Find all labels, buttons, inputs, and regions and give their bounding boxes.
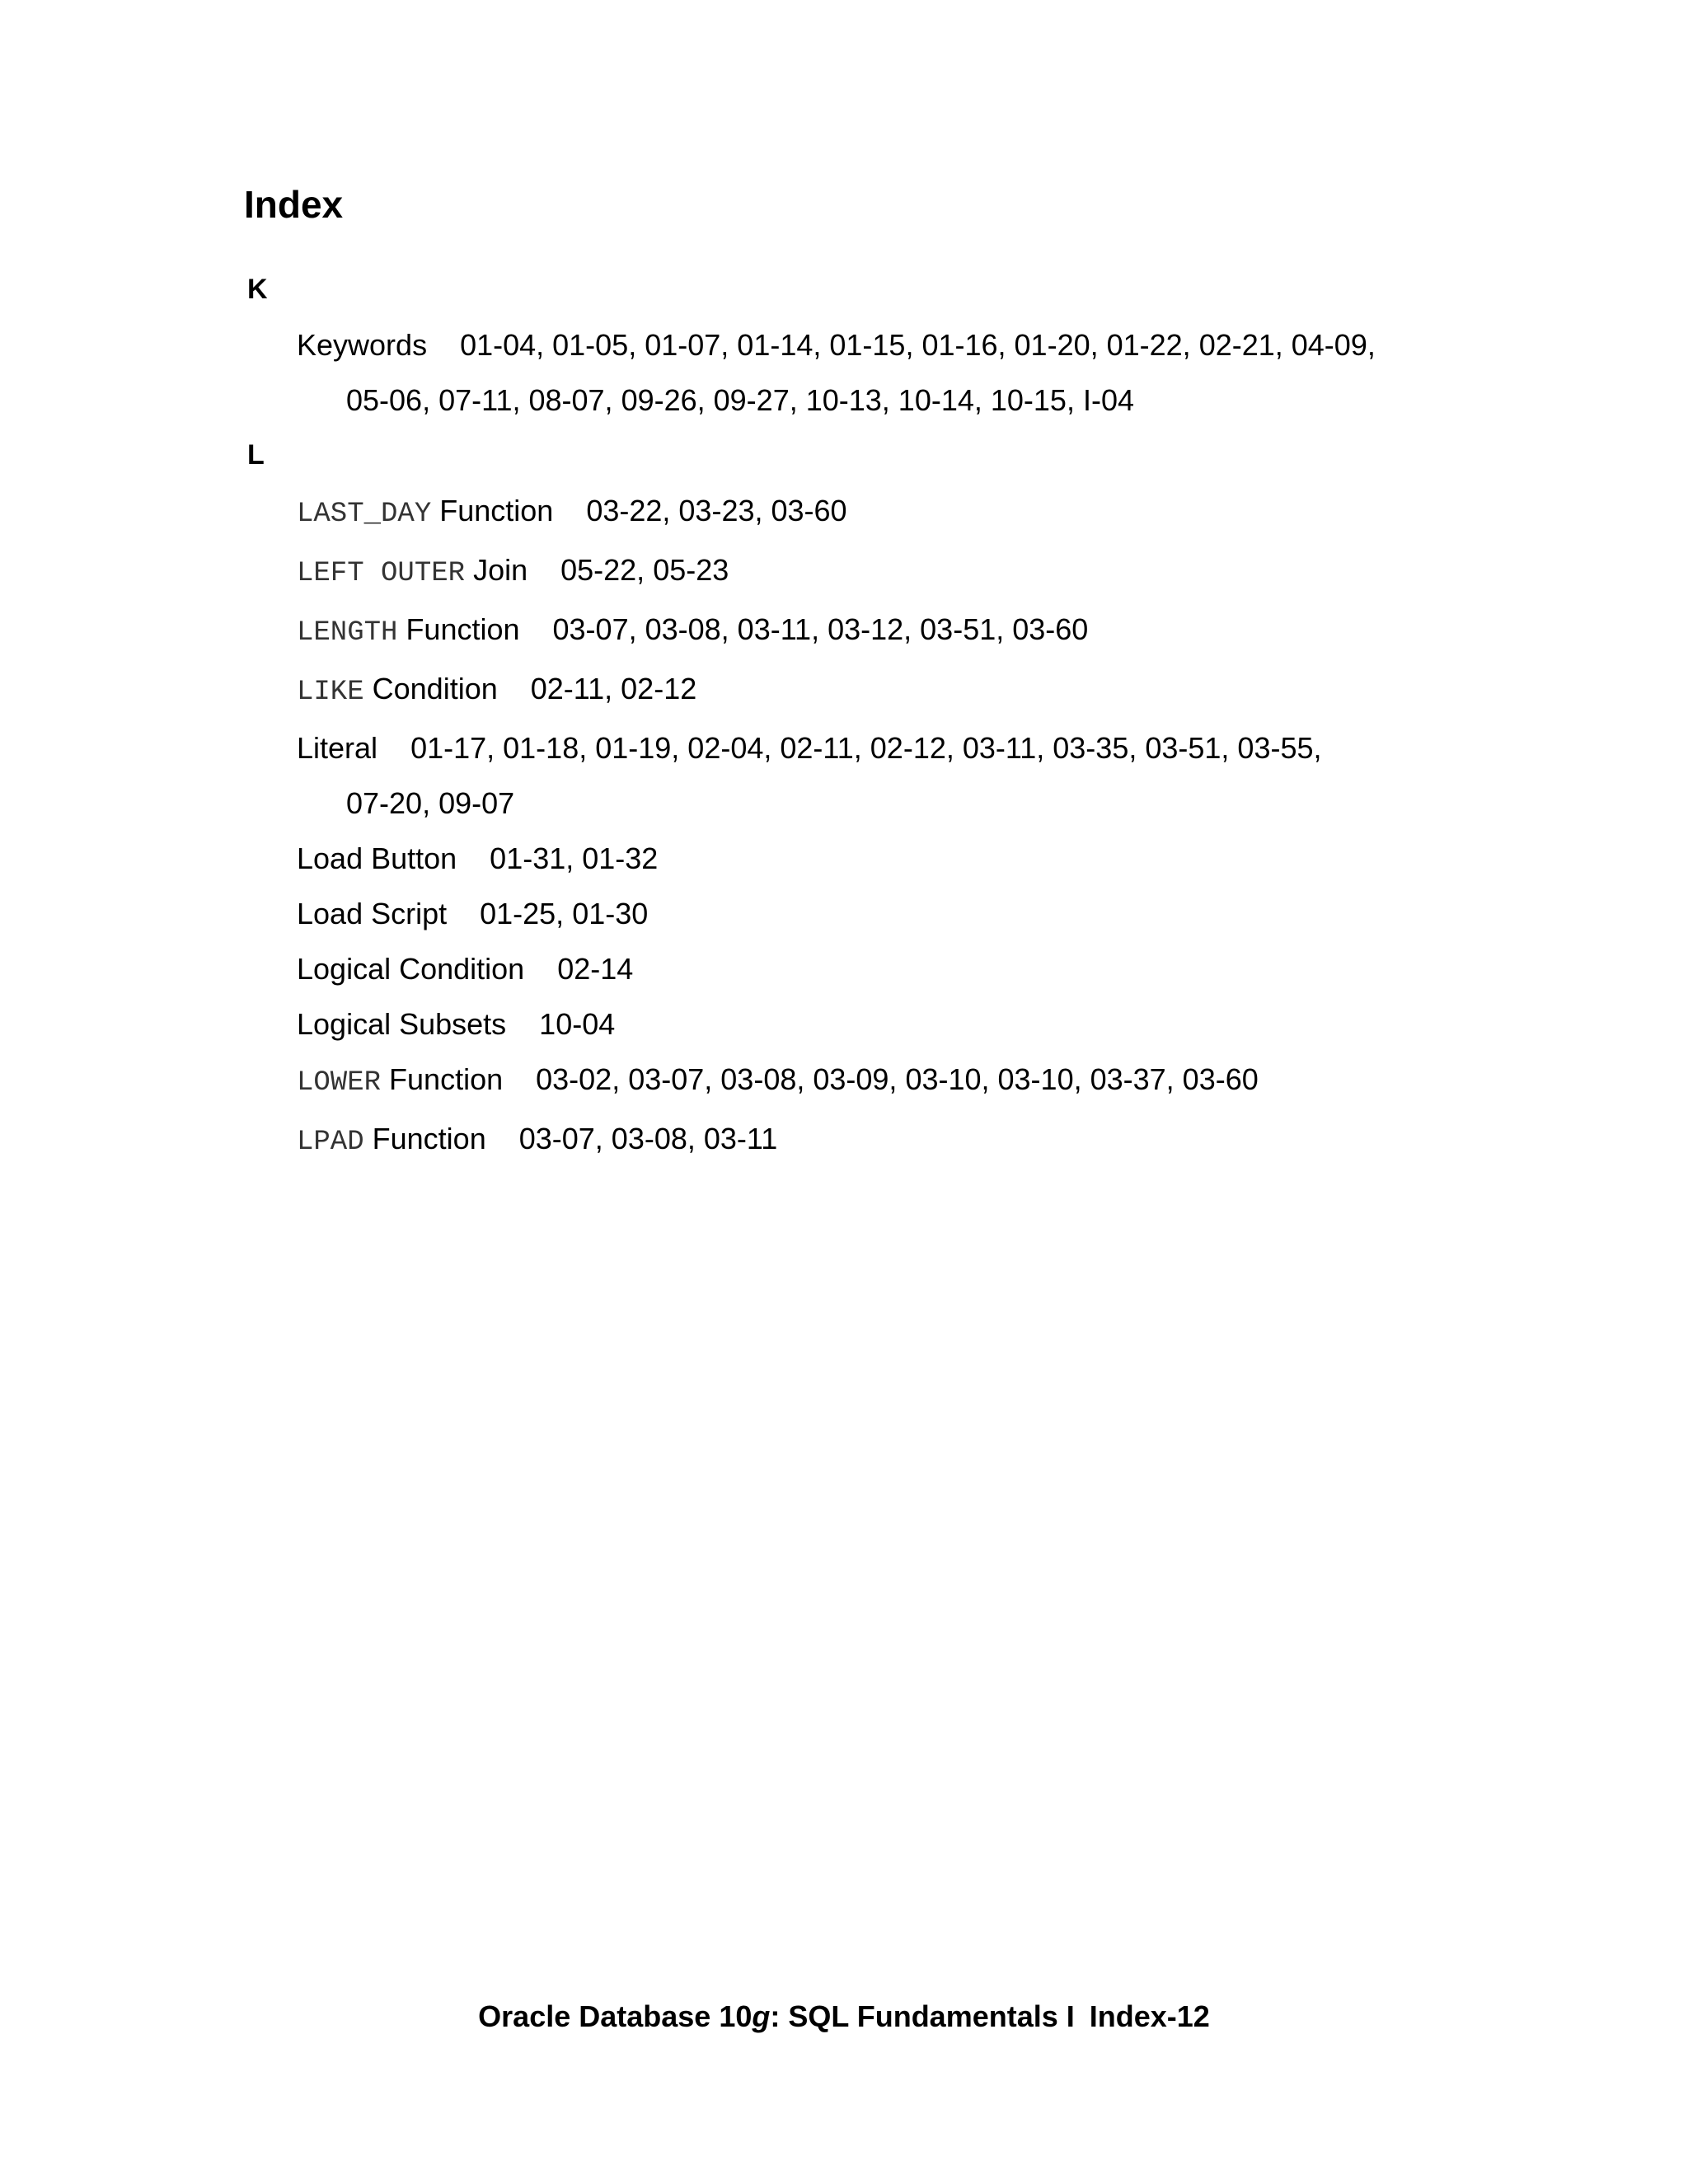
entry-sql-keyword: LOWER — [297, 1067, 382, 1099]
entry-pages: 03-07, 03-08, 03-11, 03-12, 03-51, 03-60 — [552, 612, 1089, 646]
entry-sql-keyword: LEFT OUTER — [297, 558, 466, 589]
entry-term: Function — [406, 612, 520, 646]
section-letter-k: K — [247, 274, 268, 305]
entry-pages: 03-22, 03-23, 03-60 — [586, 494, 847, 527]
entry-term: Keywords — [297, 328, 428, 362]
entry-sql-keyword: LPAD — [297, 1127, 364, 1158]
entry-pages: 01-17, 01-18, 01-19, 02-04, 02-11, 02-12, 03-11, 03-35, 03-51, 03-55, — [410, 731, 1322, 765]
page-footer — [0, 1999, 1688, 2034]
index-entry-keywords — [244, 317, 1447, 428]
entry-term: Function — [389, 1062, 504, 1096]
entry-pages: 02-14 — [557, 952, 634, 986]
entry-pages: 05-22, 05-23 — [560, 553, 729, 587]
entry-term: Logical Condition — [297, 952, 525, 986]
index-entry-lpad-function — [244, 1111, 1447, 1170]
entry-pages-continued: 05-06, 07-11, 08-07, 09-26, 09-27, 10-13, 10-14, 10-15, I-04 — [346, 383, 1134, 417]
entry-term: Function — [439, 494, 554, 527]
index-body — [244, 262, 1447, 1170]
footer-product-rest: : SQL Fundamentals I — [770, 1999, 1075, 2033]
index-entry-load-button — [244, 831, 1447, 886]
entry-pages: 03-07, 03-08, 03-11 — [518, 1122, 778, 1155]
entry-term: Join — [473, 553, 528, 587]
index-entry-literal — [244, 720, 1447, 831]
section-letter-l: L — [247, 439, 265, 471]
index-entry-left-outer-join — [244, 542, 1447, 602]
index-entry-logical-subsets — [244, 996, 1447, 1052]
index-entry-logical-condition — [244, 941, 1447, 996]
entry-pages: 01-25, 01-30 — [480, 897, 649, 930]
footer-page-label: Index-12 — [1089, 1999, 1210, 2033]
entry-pages: 02-11, 02-12 — [530, 672, 697, 705]
footer-product-prefix: Oracle Database 10 — [478, 1999, 753, 2033]
entry-pages-continued: 07-20, 09-07 — [346, 786, 515, 820]
footer-product-italic: g — [752, 1999, 771, 2033]
entry-pages: 03-02, 03-07, 03-08, 03-09, 03-10, 03-10, 03-37, 03-60 — [536, 1062, 1259, 1096]
entry-term: Load Button — [297, 841, 457, 875]
index-entry-like-condition — [244, 661, 1447, 720]
page-title: Index — [244, 182, 344, 226]
entry-pages: 01-04, 01-05, 01-07, 01-14, 01-15, 01-16, 01-20, 01-22, 02-21, 04-09, — [460, 328, 1376, 362]
entry-sql-keyword: LAST_DAY — [297, 499, 432, 530]
entry-term: Condition — [372, 672, 498, 705]
index-entry-load-script — [244, 886, 1447, 941]
entry-term: Literal — [297, 731, 378, 765]
entry-pages: 01-31, 01-32 — [490, 841, 659, 875]
entry-term: Load Script — [297, 897, 448, 930]
index-entry-length-function — [244, 602, 1447, 661]
entry-sql-keyword: LENGTH — [297, 617, 398, 649]
entry-term: Logical Subsets — [297, 1007, 507, 1041]
index-entry-lower-function — [244, 1052, 1447, 1111]
entry-sql-keyword: LIKE — [297, 677, 364, 708]
entry-term: Function — [372, 1122, 486, 1155]
entry-pages: 10-04 — [539, 1007, 616, 1041]
index-entry-last-day-function — [244, 483, 1447, 542]
